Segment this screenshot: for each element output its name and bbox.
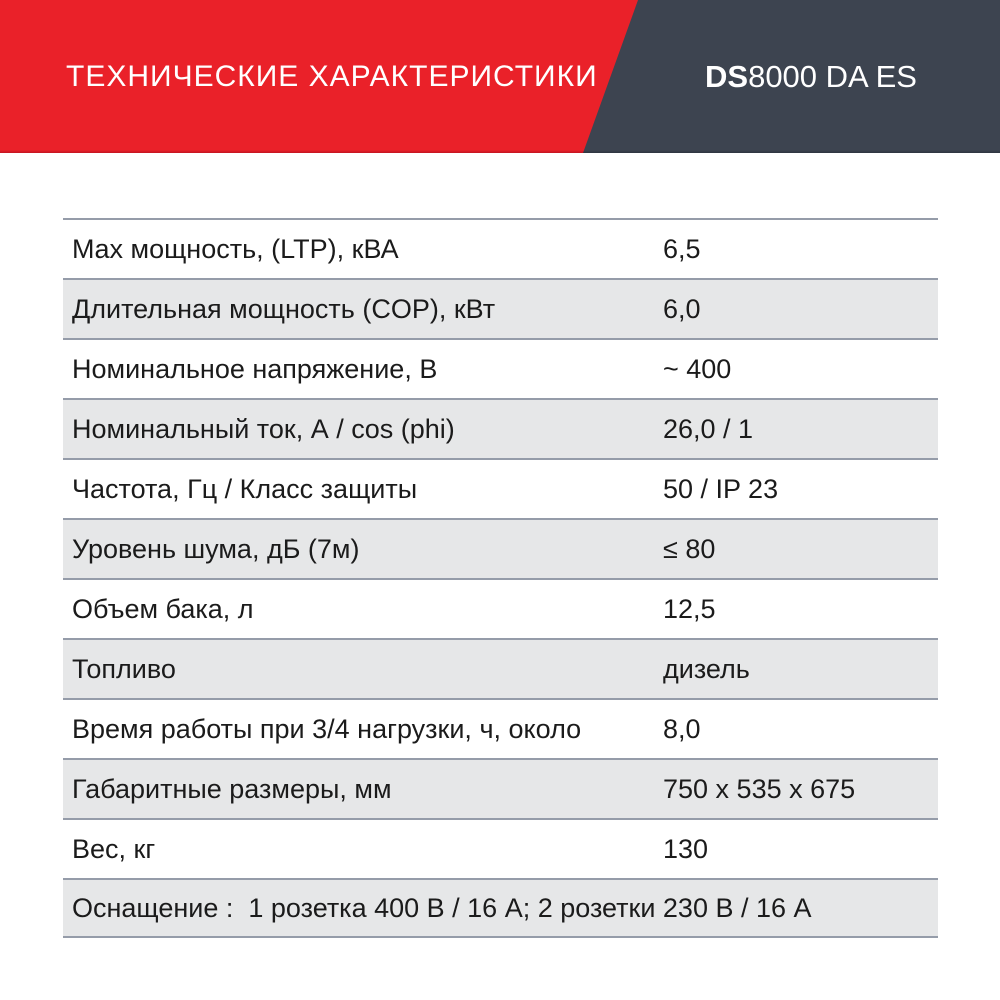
spec-value: 130 [663,833,709,864]
page-title: ТЕХНИЧЕСКИЕ ХАРАКТЕРИСТИКИ [66,59,598,93]
header-banner [0,0,1000,153]
spec-label: Время работы при 3/4 нагрузки, ч, около [72,713,582,744]
table-row [63,518,938,578]
spec-label: Оснащение : 1 розетка 400 В / 16 А; 2 розетки 230 В / 16 А [72,892,812,923]
spec-value: 8,0 [663,713,701,744]
spec-label: Частота, Гц / Класс защиты [72,473,418,504]
model-name-brand: DS [705,58,749,94]
table-row [63,218,938,278]
table-row [63,818,938,878]
spec-value: ≤ 80 [663,533,716,564]
spec-label: Max мощность, (LTP), кВА [72,233,399,264]
spec-label: Номинальное напряжение, В [72,353,438,384]
spec-value: 26,0 / 1 [663,413,754,444]
table-row [63,578,938,638]
spec-label: Номинальный ток, А / cos (phi) [72,413,455,444]
spec-label: Объем бака, л [72,593,254,624]
spec-label: Длительная мощность (COP), кВт [72,293,496,324]
table-row [63,458,938,518]
spec-value: 6,5 [663,233,701,264]
spec-value: 50 / IP 23 [663,473,779,504]
model-name [638,0,984,153]
table-row-equipment [63,878,938,938]
spec-value: дизель [663,653,750,684]
table-row [63,398,938,458]
table-row [63,698,938,758]
spec-label: Габаритные размеры, мм [72,773,392,804]
spec-table [63,218,938,938]
spec-label: Уровень шума, дБ (7м) [72,533,360,564]
spec-value: 12,5 [663,593,716,624]
table-row [63,638,938,698]
table-row [63,338,938,398]
spec-value: ~ 400 [663,353,732,384]
spec-value: 750 x 535 x 675 [663,773,856,804]
spec-label: Топливо [72,653,176,684]
model-name-number: 8000 DA ES [748,58,917,94]
spec-value: 6,0 [663,293,701,324]
table-row [63,278,938,338]
table-row [63,758,938,818]
spec-label: Вес, кг [72,833,156,864]
